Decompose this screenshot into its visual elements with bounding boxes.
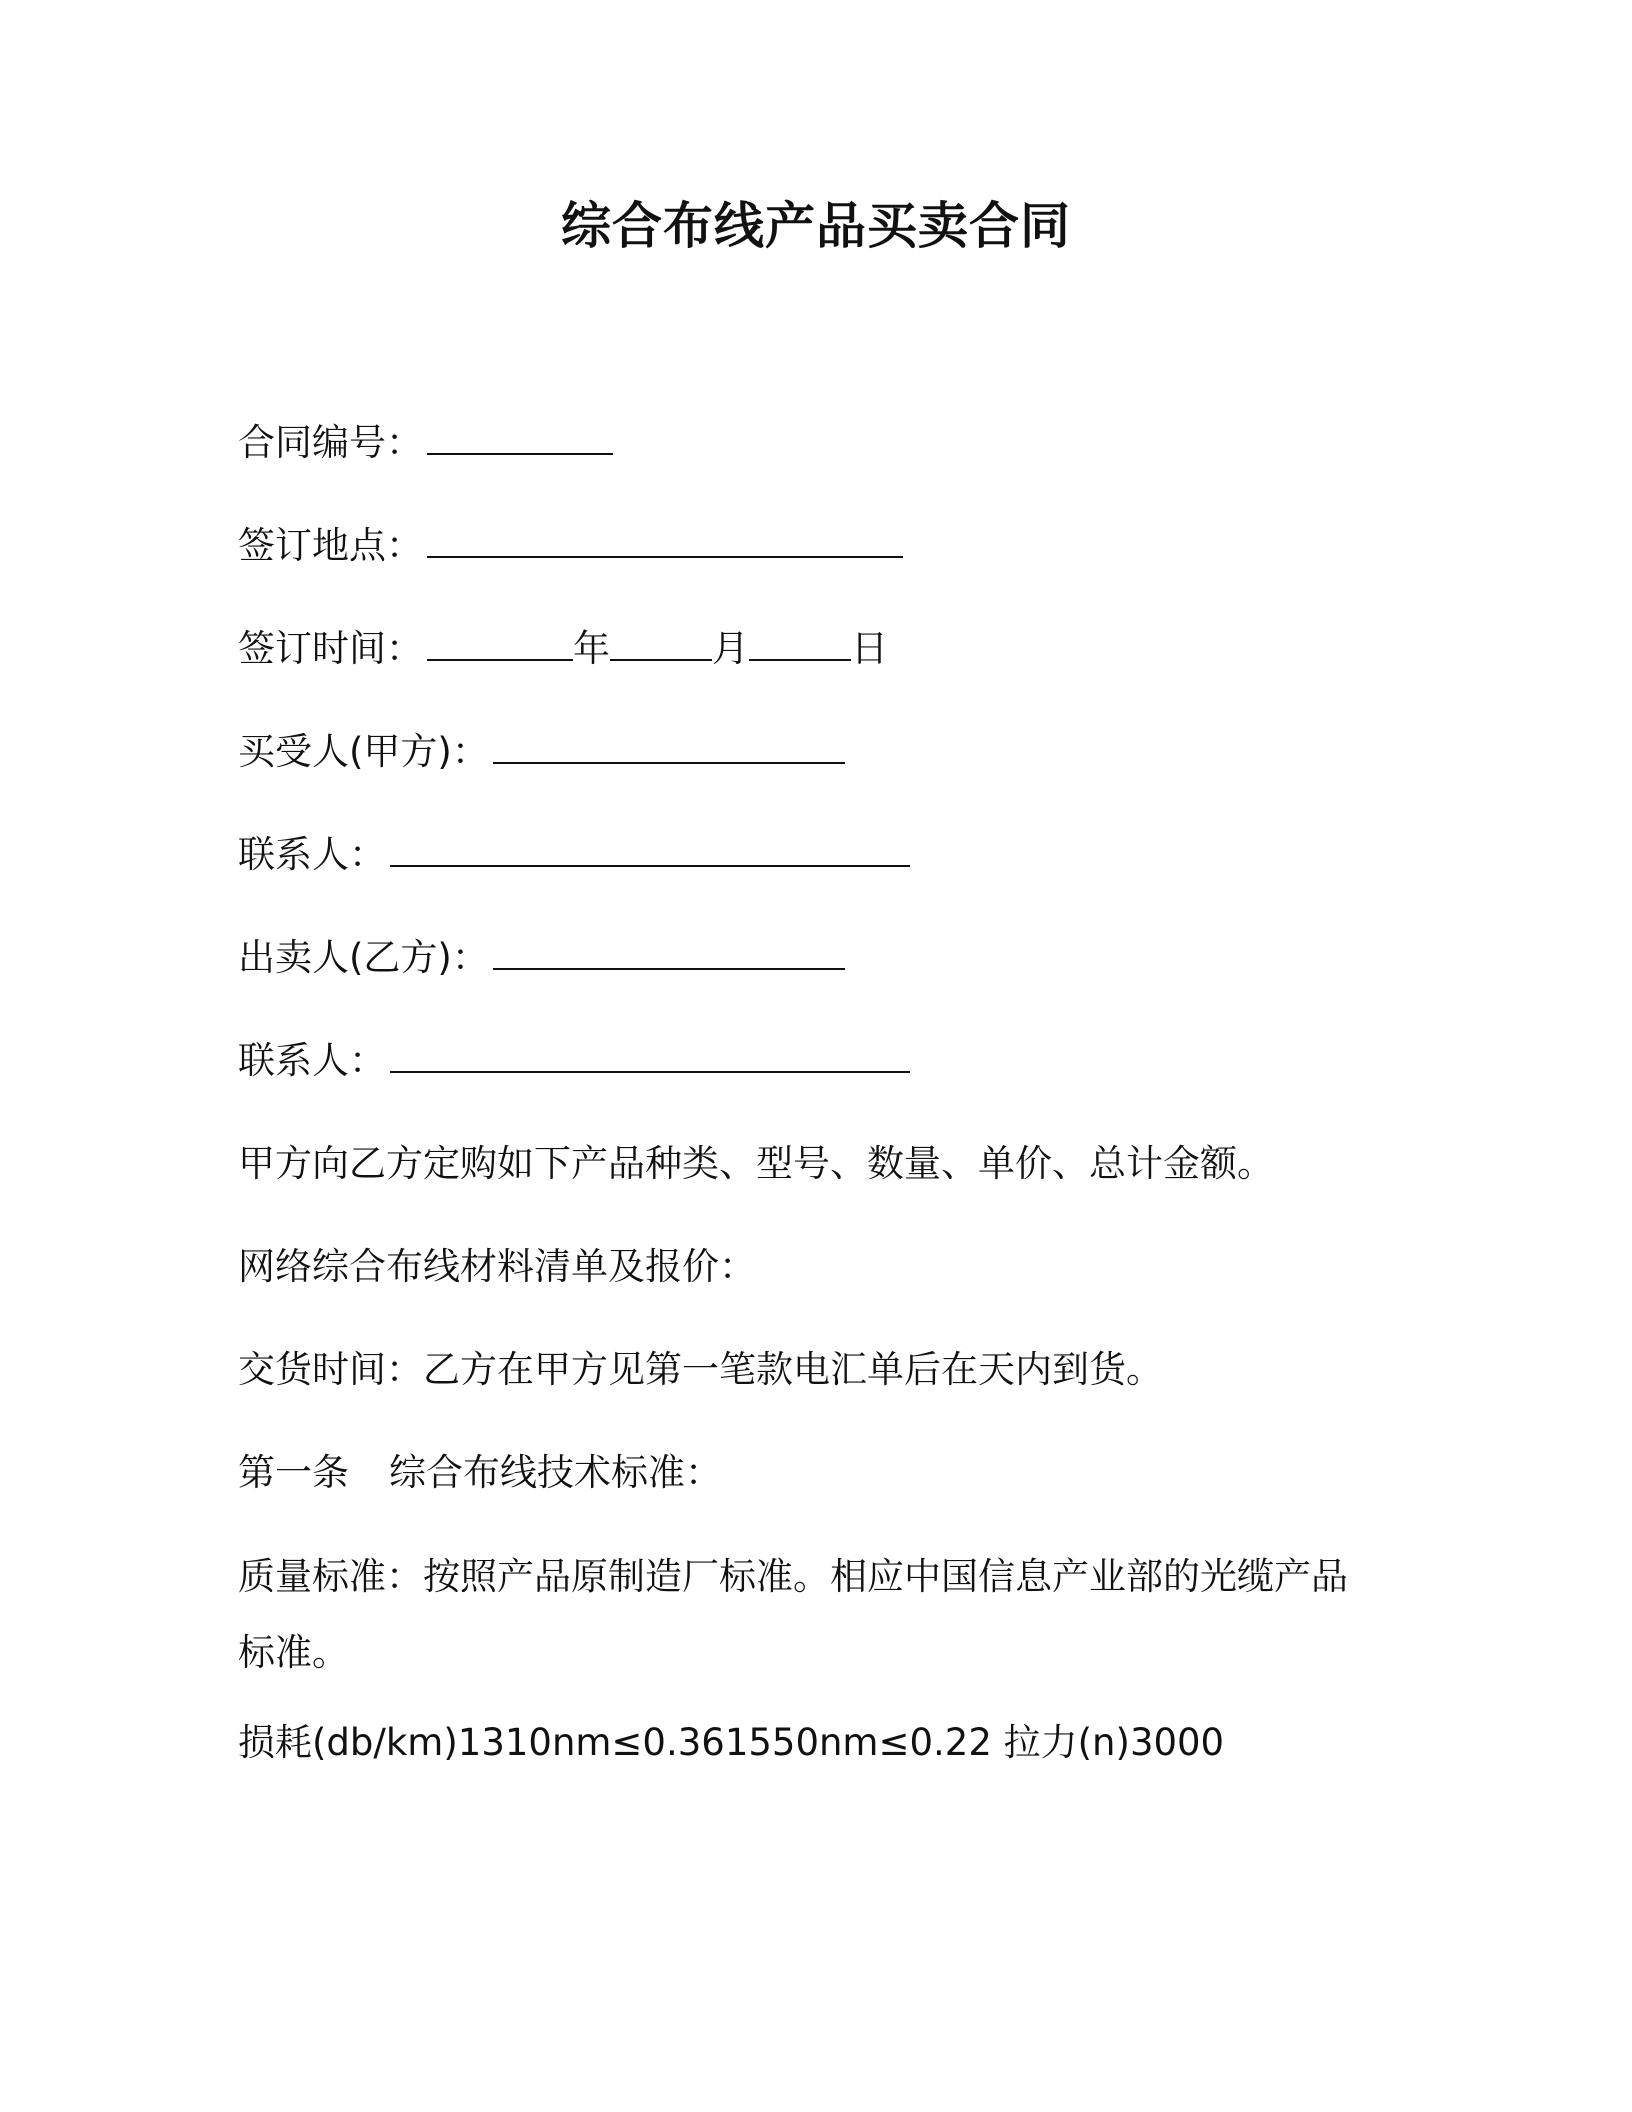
article-1-number: 第一条 — [238, 1451, 349, 1494]
day-blank[interactable] — [749, 625, 851, 661]
sign-place-field — [238, 521, 1388, 571]
sign-time-label: 签订时间： — [238, 627, 423, 670]
document-title: 综合布线产品买卖合同 — [561, 197, 1071, 255]
month-label: 月 — [712, 627, 749, 670]
delivery-clause: 交货时间：乙方在甲方见第一笔款电汇单后在天内到货。 — [238, 1348, 1163, 1391]
contract-number-label: 合同编号： — [238, 421, 423, 464]
sign-place-label: 签订地点： — [238, 524, 423, 567]
buyer-label: 买受人(甲方)： — [238, 730, 489, 773]
year-blank[interactable] — [427, 625, 573, 661]
seller-contact-field — [238, 1036, 1388, 1086]
material-list-heading: 网络综合布线材料清单及报价： — [238, 1245, 756, 1288]
year-label: 年 — [573, 627, 610, 670]
day-label: 日 — [851, 627, 888, 670]
document-content — [238, 418, 1388, 1821]
seller-contact-label: 联系人： — [238, 1039, 386, 1082]
seller-field — [238, 933, 1388, 983]
quality-standard: 质量标准：按照产品原制造厂标准。相应中国信息产业部的光缆产品标准。 — [238, 1555, 1348, 1674]
buyer-blank[interactable] — [493, 728, 845, 764]
sign-time-field — [238, 624, 1388, 674]
article-1-heading — [238, 1448, 1388, 1498]
loss-spec: 损耗(db/km)1310nm≤0.361550nm≤0.22 拉力(n)3000 — [238, 1721, 1225, 1764]
seller-label: 出卖人(乙方)： — [238, 936, 489, 979]
seller-contact-blank[interactable] — [390, 1037, 910, 1073]
contract-number-field — [238, 418, 1388, 468]
buyer-contact-field — [238, 830, 1388, 880]
buyer-field — [238, 727, 1388, 777]
seller-blank[interactable] — [493, 934, 845, 970]
order-statement: 甲方向乙方定购如下产品种类、型号、数量、单价、总计金额。 — [238, 1142, 1274, 1185]
buyer-contact-blank[interactable] — [390, 831, 910, 867]
month-blank[interactable] — [610, 625, 712, 661]
sign-place-blank[interactable] — [427, 522, 903, 558]
buyer-contact-label: 联系人： — [238, 833, 386, 876]
article-1-title: 综合布线技术标准： — [389, 1451, 722, 1494]
contract-number-blank[interactable] — [427, 419, 613, 455]
